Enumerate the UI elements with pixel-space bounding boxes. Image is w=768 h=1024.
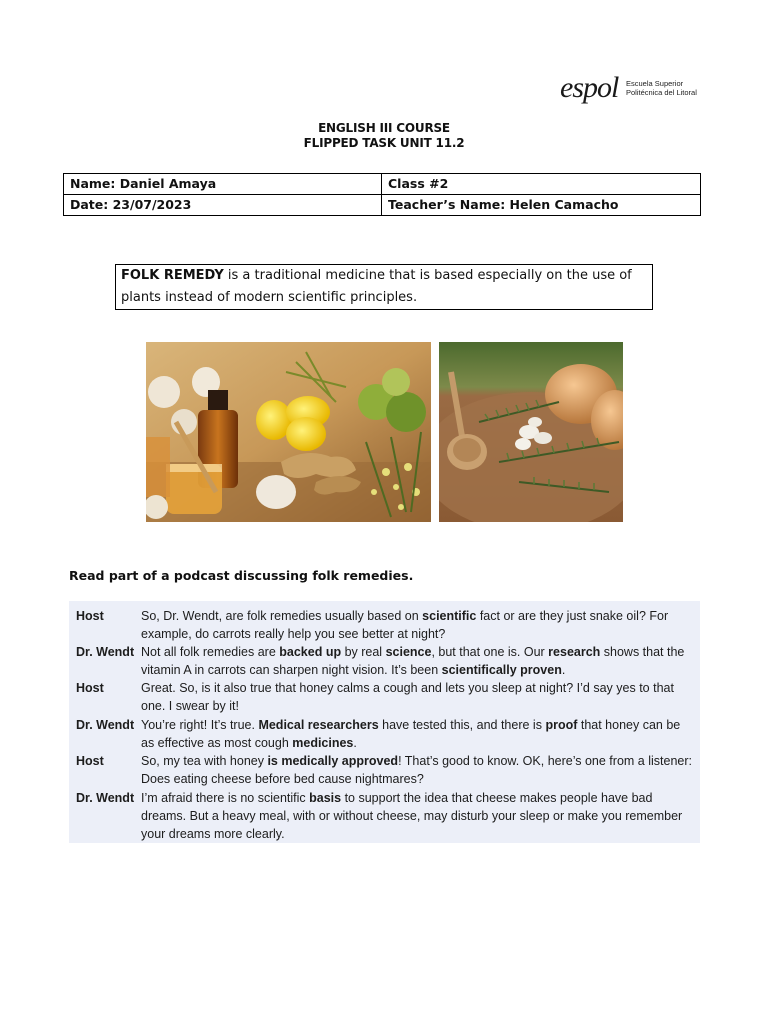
course-title: ENGLISH III COURSE — [318, 121, 450, 135]
transcript-line — [141, 643, 694, 679]
key-phrase: basis — [309, 791, 342, 805]
logo-line-1: Escuela Superior — [626, 79, 684, 88]
transcript-line — [141, 607, 694, 643]
transcript-segment: So, my tea with honey — [141, 754, 268, 768]
transcript-line — [141, 716, 694, 752]
transcript-segment: fact or are they just snake oil? For example, do carrots really help you see better at night? — [141, 609, 669, 641]
transcript-segment: Great. So, is it also true that honey calms a cough and lets you sleep at night? I’d say yes to that one. I swear by it! — [141, 681, 674, 713]
transcript-segment: ! That’s good to know. OK, here’s one from a listener: Does eating cheese before bed cause nightmares? — [141, 754, 692, 786]
definition-box — [115, 264, 653, 310]
read-instruction: Read part of a podcast discussing folk remedies. — [69, 568, 414, 583]
info-row-1 — [64, 174, 701, 195]
transcript-segment: . — [353, 736, 357, 750]
transcript-segment: shows that the vitamin A in carrots can sharpen night vision. It’s been — [141, 645, 685, 677]
speaker-label: Dr. Wendt — [76, 645, 135, 659]
definition-term: FOLK REMEDY — [121, 268, 224, 283]
folk-remedies-photo-2 — [439, 342, 623, 522]
folk-remedies-photo-1 — [146, 342, 431, 522]
transcript-segment: . — [561, 663, 566, 677]
student-name: Name: Daniel Amaya — [64, 174, 382, 195]
speaker-label: Dr. Wendt — [76, 791, 135, 805]
teacher-name: Teacher’s Name: Helen Camacho — [382, 195, 701, 216]
transcript-segment: Not all folk remedies are — [141, 645, 280, 659]
key-phrase: scientific — [422, 609, 477, 623]
logo-line-2: Politécnica del Litoral — [626, 88, 697, 97]
logo-subtitle — [626, 79, 697, 97]
key-phrase: scientifically proven — [441, 663, 562, 677]
transcript-segment: You’re right! It’s true. — [141, 718, 259, 732]
key-phrase: research — [548, 645, 601, 659]
speaker-label: Host — [76, 681, 104, 695]
key-phrase: proof — [545, 718, 578, 732]
speaker-label: Host — [76, 609, 104, 623]
key-phrase: Medical researchers — [258, 718, 379, 732]
definition-text: is a traditional medicine that is based especially on the use of plants instead of modern scientific principles. — [121, 268, 632, 305]
task-title: FLIPPED TASK UNIT 11.2 — [303, 136, 465, 150]
key-phrase: science — [385, 645, 432, 659]
speaker-label: Dr. Wendt — [76, 718, 135, 732]
class-number: Class #2 — [382, 174, 701, 195]
transcript-line — [141, 752, 694, 788]
transcript-segment: have tested this, and there is — [378, 718, 546, 732]
key-phrase: is medically approved — [267, 754, 399, 768]
transcript-line — [141, 679, 694, 715]
transcript-segment: that honey can be as effective as most cough — [141, 718, 681, 750]
info-row-2 — [64, 195, 701, 216]
student-info-table — [63, 173, 701, 216]
transcript-segment: by real — [341, 645, 386, 659]
podcast-transcript — [69, 601, 700, 843]
key-phrase: medicines — [292, 736, 354, 750]
logo-wordmark: espol — [560, 71, 619, 104]
document-heading — [0, 121, 768, 151]
key-phrase: backed up — [279, 645, 342, 659]
speaker-label: Host — [76, 754, 104, 768]
transcript-line — [141, 789, 694, 843]
transcript-segment: to support the idea that cheese makes people have bad dreams. But a heavy meal, with or without cheese, may disturb your sleep or make you remember your dreams more clearly. — [141, 791, 683, 841]
transcript-segment: , but that one is. Our — [431, 645, 549, 659]
transcript-segment: So, Dr. Wendt, are folk remedies usually based on — [141, 609, 423, 623]
task-date: Date: 23/07/2023 — [64, 195, 382, 216]
transcript-segment: I’m afraid there is no scientific — [141, 791, 310, 805]
espol-logo — [560, 70, 695, 110]
